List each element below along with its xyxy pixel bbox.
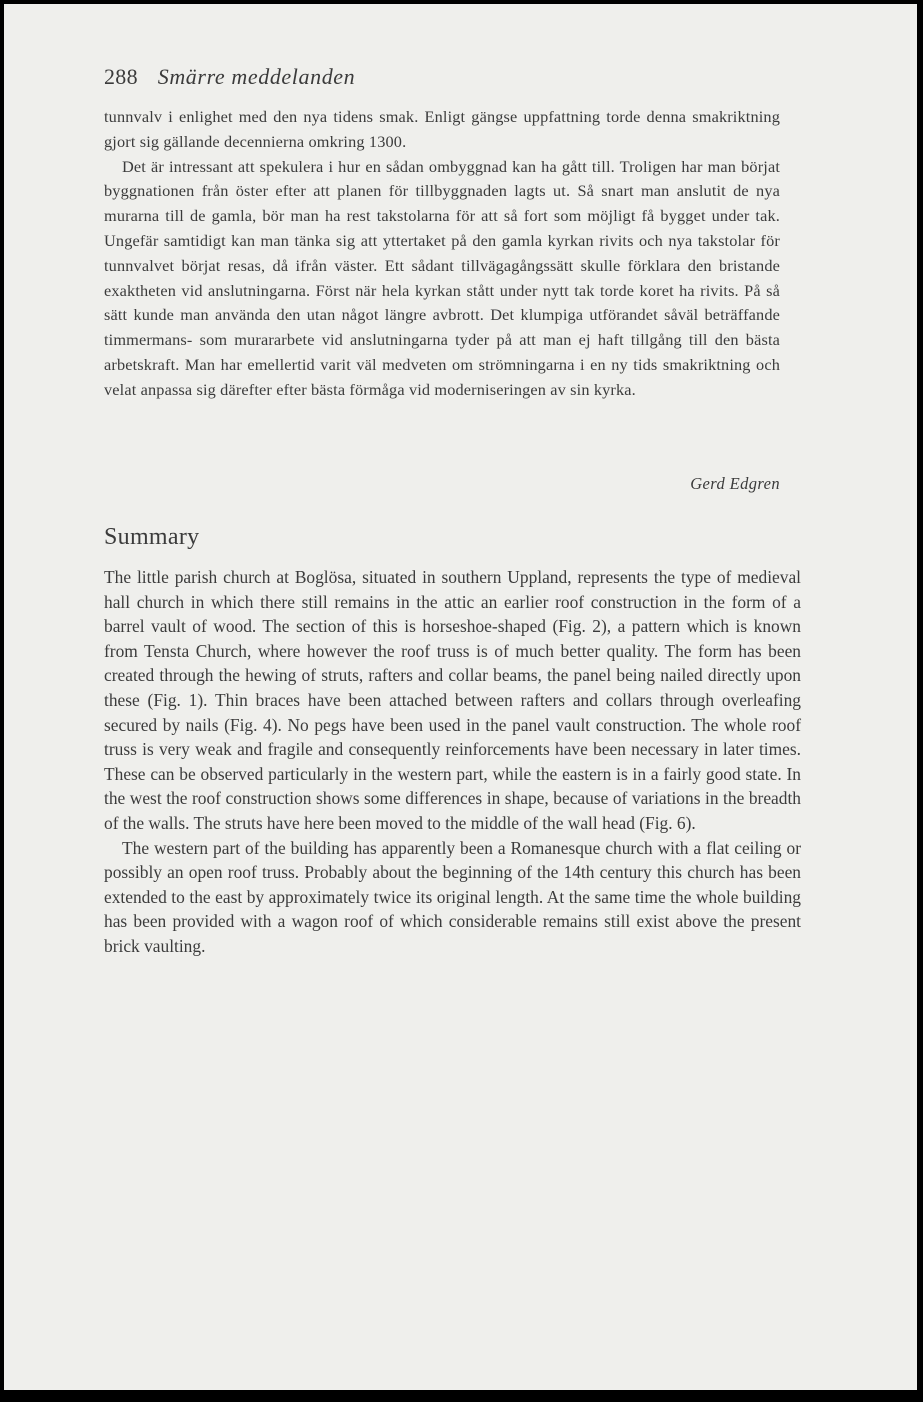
summary-heading: Summary	[104, 524, 200, 550]
document-page	[4, 4, 917, 1390]
author-signature: Gerd Edgren	[690, 474, 780, 493]
body-paragraph: Det är intressant att spekulera i hur en sådan ombyggnad kan ha gått till. Troligen har man börjat byggnationen från öster efter att planen för tillbyggnaden lagts ut. Så snart man anslutit de nya murarna till de gamla, bör man ha rest takstolarna för att så fort som möjligt få bygget under tak. Ungefär samtidigt kan man tänka sig att yttertaket på den gamla kyrkan rivits och nya takstolar för tunnvalvet börjat resas, då ifrån väster. Ett sådant tillvägagångssätt skulle förklara den bristande exaktheten vid anslutningarna. Först när hela kyrkan stått under nytt tak torde koret ha rivits. På så sätt kunde man använda den utan något längre avbrott. Det klumpiga utförandet såväl beträffande timmermans- som murararbete vid anslutningarna tyder på att man ej haft tillgång till den bästa arbetskraft. Man har emellertid varit väl medveten om strömningarna i en ny tids smakriktning och velat anpassa sig därefter efter bästa förmåga vid moderniseringen av sin kyrka.	[104, 156, 780, 399]
body-paragraph: tunnvalv i enlighet med den nya tidens smak. Enligt gängse uppfattning torde denna smakriktning gjort sig gällande decennierna omkring 1300.	[104, 107, 780, 151]
swedish-article-text	[104, 105, 780, 403]
summary-text	[104, 565, 801, 959]
summary-paragraph: The little parish church at Boglösa, situated in southern Uppland, represents the type of medieval hall church in which there still remains in the attic an earlier roof construction in the form of a barrel vault of wood. The section of this is horseshoe-shaped (Fig. 2), a pattern which is known from Tensta Church, where however the roof truss is of much better quality. The form has been created through the hewing of struts, rafters and collar beams, the panel being nailed directly upon these (Fig. 1). Thin braces have been attached between rafters and collars through overleafing secured by nails (Fig. 4). No pegs have been used in the panel vault construction. The whole roof truss is very weak and fragile and consequently reinforcements have been necessary in later times. These can be observed particularly in the western part, while the eastern is in a fairly good state. In the west the roof construction shows some differences in shape, because of variations in the breadth of the walls. The struts have here been moved to the middle of the wall head (Fig. 6).	[104, 567, 801, 833]
page-number: 288	[104, 64, 138, 89]
page-header	[104, 64, 355, 90]
running-title: Smärre meddelanden	[157, 64, 356, 89]
summary-paragraph: The western part of the building has apparently been a Romanesque church with a flat ceiling or possibly an open roof truss. Probably about the beginning of the 14th century this church has been extended to the east by approximately twice its original length. At the same time the whole building has been provided with a wagon roof of which considerable remains still exist above the present brick vaulting.	[104, 837, 801, 956]
